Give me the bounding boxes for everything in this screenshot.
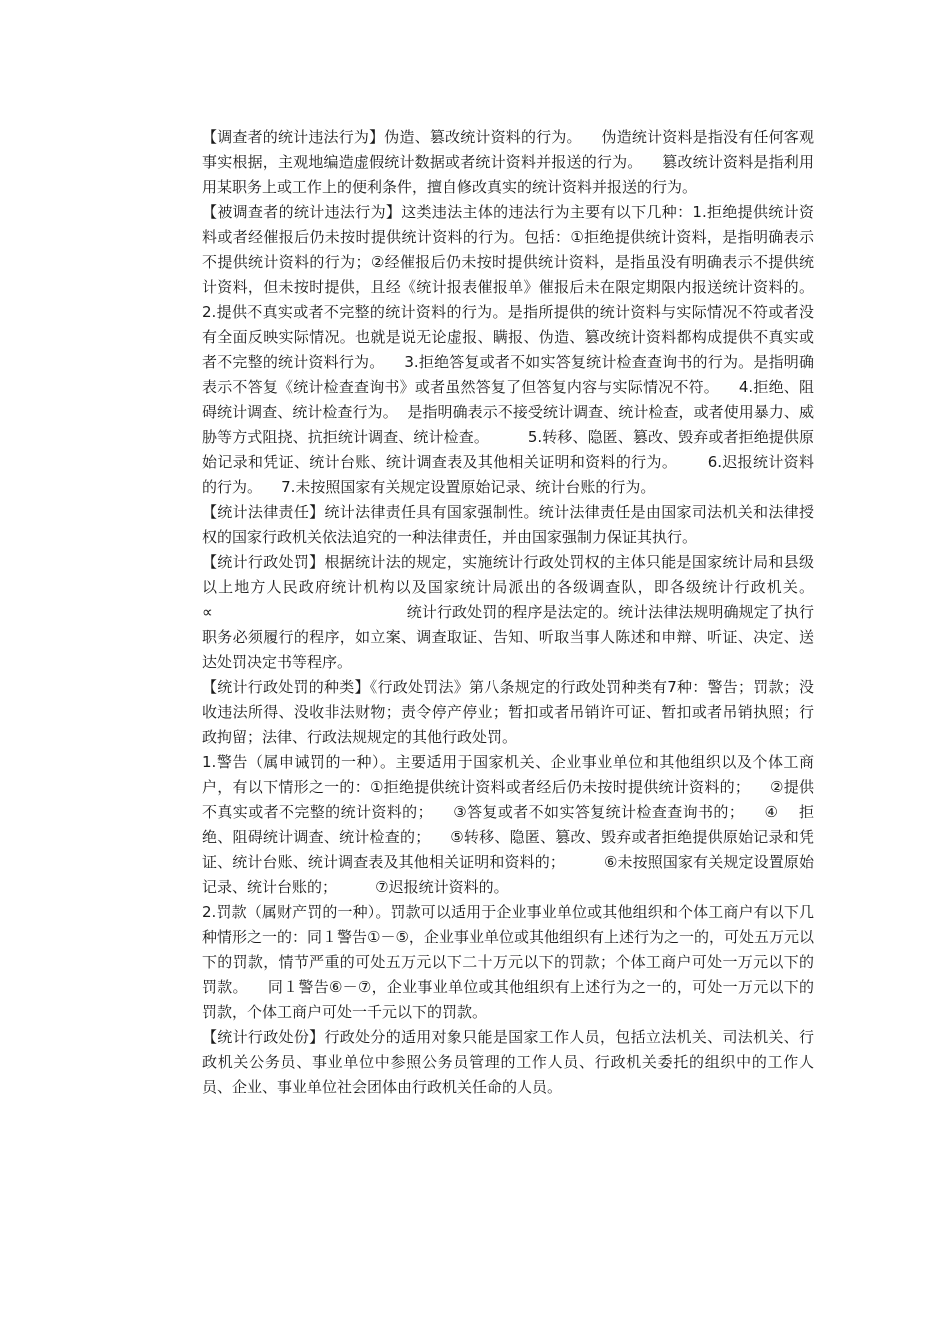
paragraph-administrative-sanction: 【统计行政处份】行政处分的适用对象只能是国家工作人员，包括立法机关、司法机关、行政机关公务员、事业单位中参照公务员管理的工作人员、行政机关委托的组织中的工作人员、企业、事业单位社会团体由行政机关任命的人员。 — [202, 1028, 814, 1096]
paragraph-warning: 1.警告（属申诫罚的一种）。主要适用于国家机关、企业事业单位和其他组织以及个体工商户，有以下情形之一的：①拒绝提供统计资料或者经后仍未按时提供统计资料的； ②提供不真实或者不完整的统计资料的； ③答复或者不如实答复统计检查查询书的； ④ 拒绝、阻碍统计调查、统计检查的； ⑤转移、隐匿、篡改、毁弃或者拒绝提供原始记录和凭证、统计台账、统计调查表及其他相关证明和资料的； ⑥未按照国家有关规定设置原始记录、统计台账的； ⑦迟报统计资料的。 — [202, 753, 814, 896]
paragraph-respondent-violations: 【被调查者的统计违法行为】这类违法主体的违法行为主要有以下几种：1.拒绝提供统计资料或者经催报后仍未按时提供统计资料的行为。包括：①拒绝提供统计资料，是指明确表示不提供统计资料的行为；②经催报后仍未按时提供统计资料，是指虽没有明确表示不提供统计资料，但未按时提供，且经《统计报表催报单》催报后未在限定期限内报送统计资料的。 2.提供不真实或者不完整的统计资料的行为。是指所提供的统计资料与实际情况不符或者没有全面反映实际情况。也就是说无论虚报、瞒报、伪造、篡改统计资料都构成提供不真实或者不完整的统计资料行为。 3.拒绝答复或者不如实答复统计检查查询书的行为。是指明确表示不答复《统计检查查询书》或者虽然答复了但答复内容与实际情况不符。 4.拒绝、阻碍统计调查、统计检查行为。 是指明确表示不接受统计调查、统计检查，或者使用暴力、威胁等方式阻挠、抗拒统计调查、统计检查。 5.转移、隐匿、篡改、毁弃或者拒绝提供原始记录和凭证、统计台账、统计调查表及其他相关证明和资料的行为。 6.迟报统计资料的行为。 7.未按照国家有关规定设置原始记录、统计台账的行为。 — [202, 203, 834, 496]
paragraph-administrative-penalty: 【统计行政处罚】根据统计法的规定，实施统计行政处罚权的主体只能是国家统计局和县级以上地方人民政府统计机构以及国家统计局派出的各级调查队，即各级统计行政机关。 ∝ 统计行政处罚的程序是法定的。统计法律法规明确规定了执行职务必须履行的程序，如立案、调查取证、告知、听取当事人陈述和申辩、听证、决定、送达处罚决定书等程序。 — [202, 553, 891, 671]
document-body — [202, 125, 891, 1100]
paragraph-investigator-violations: 【调查者的统计违法行为】伪造、篡改统计资料的行为。 伪造统计资料是指没有任何客观事实根据，主观地编造虚假统计数据或者统计资料并报送的行为。 篡改统计资料是指利用用某职务上或工作上的便利条件，擅自修改真实的统计资料并报送的行为。 — [202, 128, 814, 196]
paragraph-fine: 2.罚款（属财产罚的一种）。罚款可以适用于企业事业单位或其他组织和个体工商户有以下几种情形之一的：同１警告①－⑤，企业事业单位或其他组织有上述行为之一的，可处五万元以下的罚款，情节严重的可处五万元以下二十万元以下的罚款；个体工商户可处一万元以下的罚款。 同１警告⑥－⑦，企业事业单位或其他组织有上述行为之一的，可处一万元以下的罚款，个体工商户可处一千元以下的罚款。 — [202, 903, 814, 1021]
paragraph-penalty-types: 【统计行政处罚的种类】《行政处罚法》第八条规定的行政处罚种类有7种：警告；罚款；没收违法所得、没收非法财物；责令停产停业；暂扣或者吊销许可证、暂扣或者吊销执照；行政拘留；法律、行政法规规定的其他行政处罚。 — [202, 678, 814, 746]
paragraph-legal-liability: 【统计法律责任】统计法律责任具有国家强制性。统计法律责任是由国家司法机关和法律授权的国家行政机关依法追究的一种法律责任，并由国家强制力保证其执行。 — [202, 503, 814, 546]
